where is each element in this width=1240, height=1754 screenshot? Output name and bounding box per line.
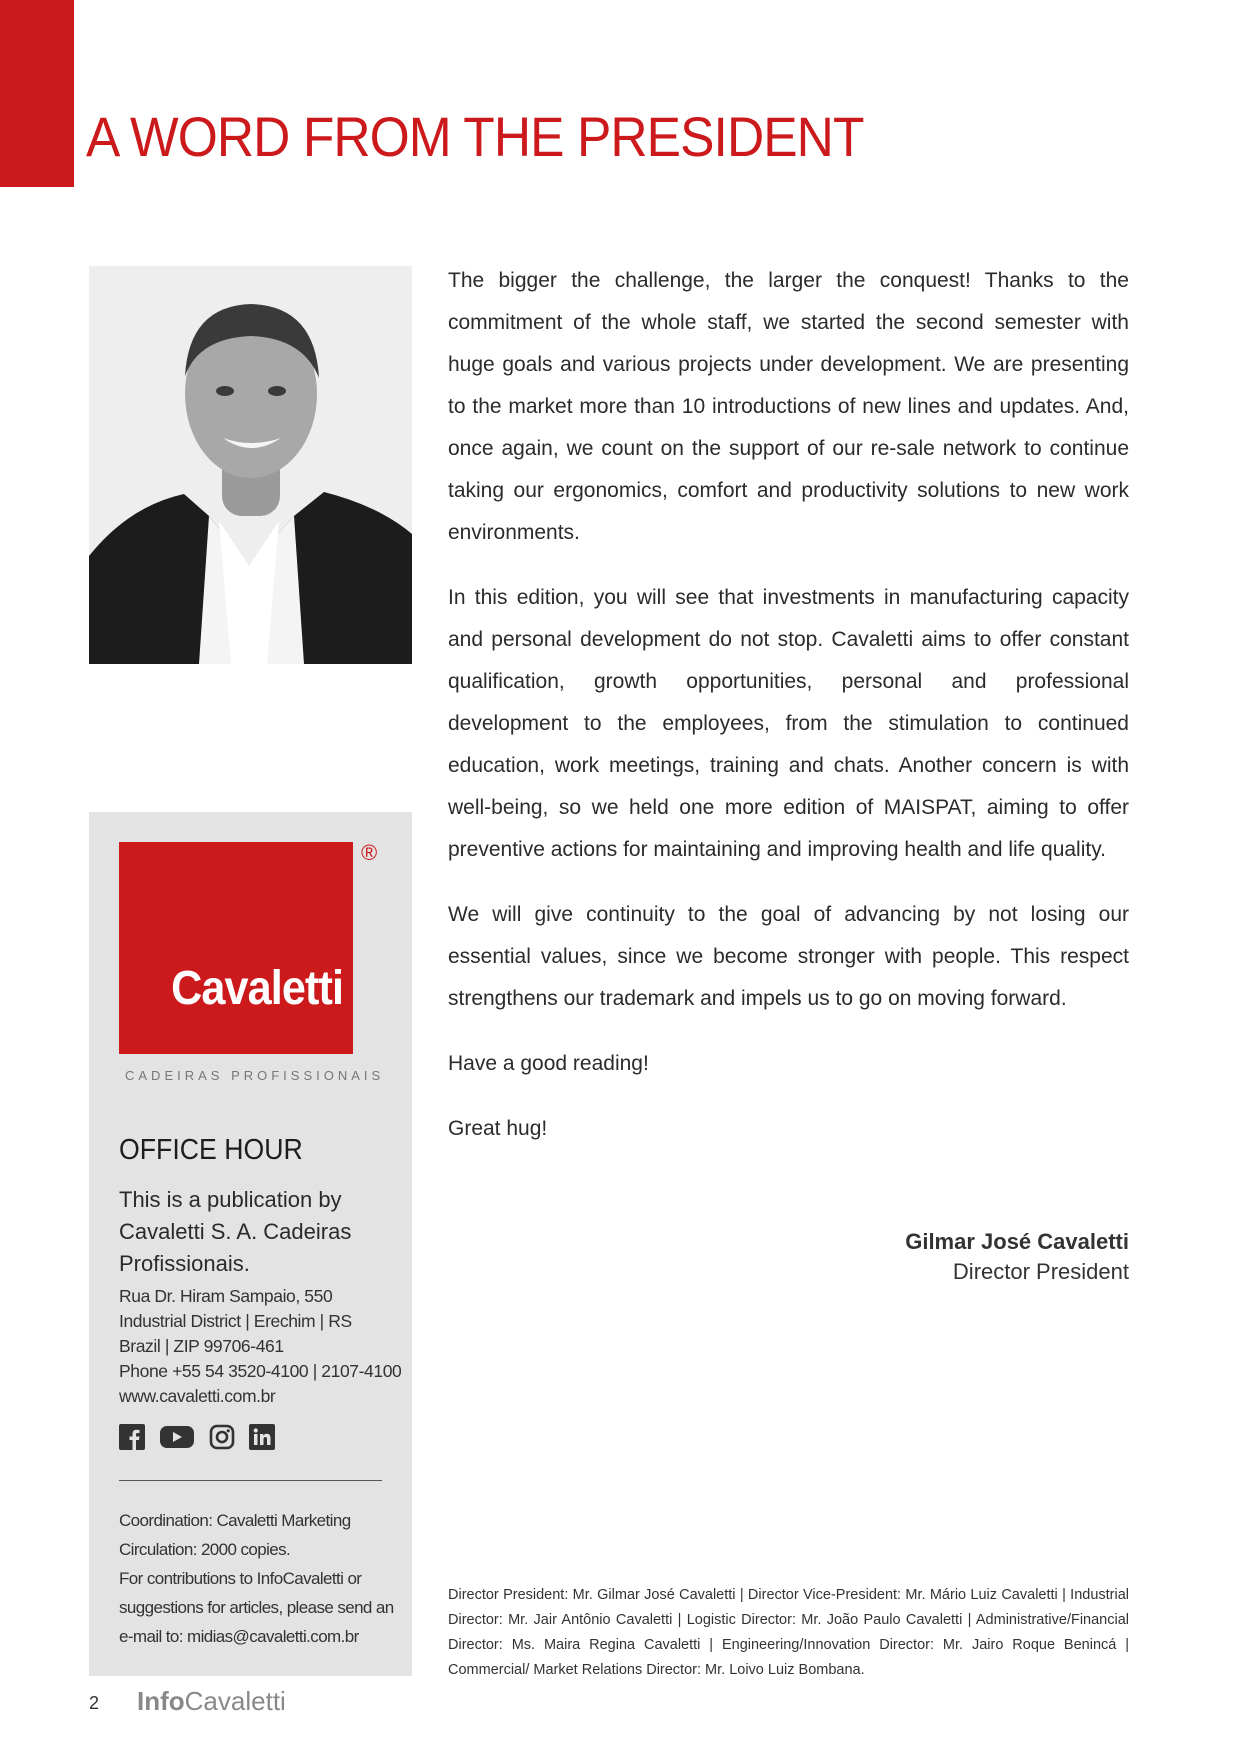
facebook-icon[interactable] [119, 1424, 145, 1450]
sidebar-divider [119, 1480, 382, 1481]
footer-brand [137, 1686, 286, 1717]
page-number: 2 [89, 1693, 100, 1713]
youtube-icon[interactable] [159, 1424, 195, 1450]
logo-subtitle: CADEIRAS PROFISSIONAIS [125, 1068, 385, 1083]
president-photo [89, 266, 412, 664]
credit-line: Circulation: 2000 copies. [119, 1540, 291, 1559]
credit-line: For contributions to InfoCavaletti or suggestions for articles, please send an e-mail to: midias@cavaletti.com.br [119, 1569, 394, 1646]
publication-intro: This is a publication by Cavaletti S. A. Cadeiras Profissionais. [119, 1187, 352, 1276]
signature-name: Gilmar José Cavaletti [905, 1229, 1129, 1254]
credit-line: Coordination: Cavaletti Marketing [119, 1511, 351, 1530]
instagram-icon[interactable] [209, 1424, 235, 1450]
logo-wordmark: Cavaletti [171, 962, 343, 1015]
sidebar-office-hour [89, 812, 412, 1676]
website-link[interactable]: www.cavaletti.com.br [119, 1386, 276, 1406]
signature-role: Director President [952, 1259, 1129, 1284]
phone-line: Phone +55 54 3520-4100 | 2107-4100 [119, 1361, 402, 1381]
president-portrait-icon [89, 266, 412, 664]
cavaletti-logo [119, 842, 353, 1054]
address-line: Brazil | ZIP 99706-461 [119, 1336, 284, 1356]
signature [905, 1227, 1129, 1287]
letter-paragraph: The bigger the challenge, the larger the conquest! Thanks to the commitment of the whole staff, we started the second semester with huge goals and various projects under development. We are presenting to the market more than 10 introductions of new lines and updates. And, once again, we count on the support of our re-sale network to continue taking our ergonomics, comfort and productivity solutions to new work environments. [448, 269, 1129, 544]
letter-paragraph: Have a good reading! [448, 1052, 649, 1075]
address-line: Rua Dr. Hiram Sampaio, 550 [119, 1286, 333, 1306]
office-hour-title: OFFICE HOUR [119, 1134, 303, 1166]
letter-paragraph: In this edition, you will see that investments in manufacturing capacity and personal development do not stop. Cavaletti aims to offer constant qualification, growth opportunities, personal and professional development to the employees, from the stimulation to continued education, work meetings, training and chats. Another concern is with well-being, so we held one more edition of MAISPAT, aiming to offer preventive actions for maintaining and improving health and life quality. [448, 586, 1129, 861]
publication-credits [119, 1506, 399, 1651]
header-accent-bar [0, 0, 74, 187]
registered-mark: ® [361, 840, 378, 865]
page-title: A WORD FROM THE PRESIDENT [86, 105, 864, 168]
letter-paragraph: Great hug! [448, 1117, 548, 1140]
address-line: Industrial District | Erechim | RS [119, 1311, 352, 1331]
linkedin-icon[interactable] [249, 1424, 275, 1450]
board-of-directors: Director President: Mr. Gilmar José Cavaletti | Director Vice-President: Mr. Mário Luiz Cavaletti | Industrial Director: Mr. Jair Antônio Cavaletti | Logistic Director: Mr. João Paulo Cavaletti | Administrative/Financial Director: Ms. Maira Regina Cavaletti | Engineering/Innovation Director: Mr. Jairo Roque Benincá | Commercial/ Market Relations Director: Mr. Loivo Luiz Bombana. [448, 1587, 1129, 1678]
footer-brand-bold: Info [137, 1686, 185, 1716]
social-links [119, 1424, 275, 1450]
company-address [119, 1284, 409, 1409]
footer-brand-light: Cavaletti [184, 1686, 286, 1716]
letter-body [448, 260, 1129, 1173]
letter-paragraph: We will give continuity to the goal of advancing by not losing our essential values, since we become stronger with people. This respect strengthens our trademark and impels us to go on moving forward. [448, 903, 1129, 1010]
